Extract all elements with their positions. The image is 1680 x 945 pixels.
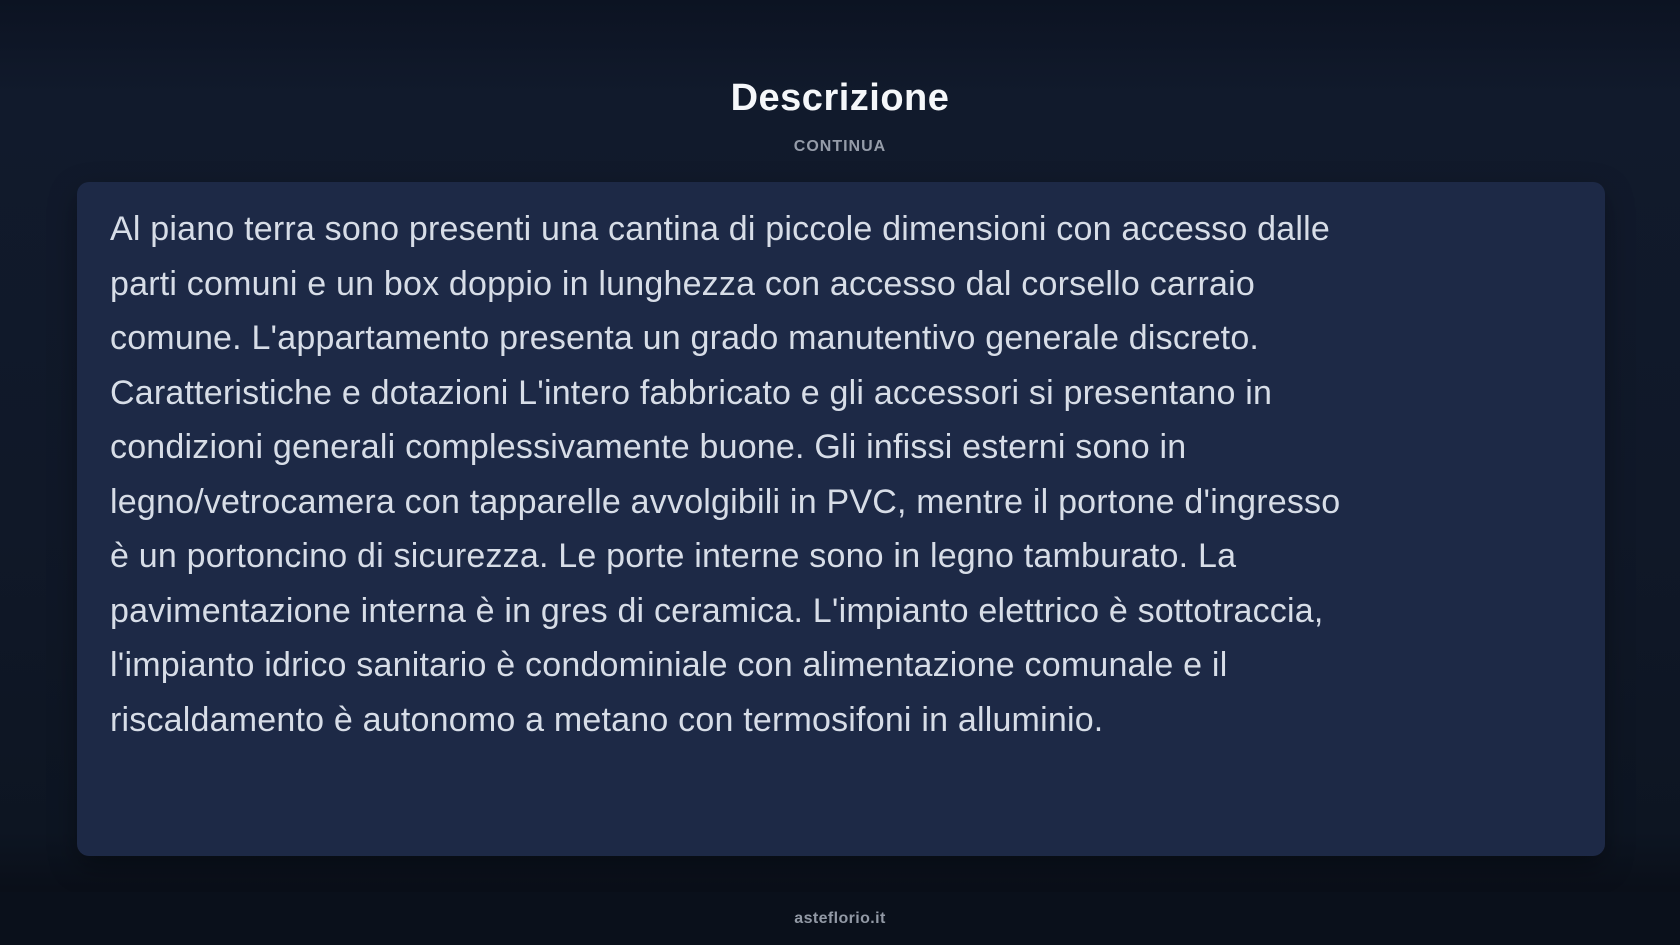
description-line: condizioni generali complessivamente buone. Gli infissi esterni sono in (110, 428, 1187, 466)
site-watermark: asteflorio.it (794, 909, 886, 927)
description-line: comune. L'appartamento presenta un grado manutentivo generale discreto. (110, 319, 1260, 357)
description-line: Caratteristiche e dotazioni L'intero fabbricato e gli accessori si presentano in (110, 373, 1273, 412)
description-line: pavimentazione interna è in gres di ceramica. L'impianto elettrico è sottotraccia, (110, 591, 1324, 630)
description-line: l'impianto idrico sanitario è condominiale con alimentazione comunale e il (110, 646, 1228, 684)
page-title: Descrizione (730, 77, 950, 119)
continue-button[interactable]: CONTINUA (793, 138, 887, 155)
footer-bar (0, 892, 1680, 945)
description-line: riscaldamento è autonomo a metano con termosifoni in alluminio. (110, 700, 1104, 739)
description-line: legno/vetrocamera con tapparelle avvolgibili in PVC, mentre il portone d'ingresso (110, 482, 1341, 521)
description-line: Al piano terra sono presenti una cantina di piccole dimensioni con accesso dalle (110, 210, 1330, 248)
description-line: parti comuni e un box doppio in lunghezza con accesso dal corsello carraio (110, 264, 1256, 303)
description-line: è un portoncino di sicurezza. Le porte interne sono in legno tamburato. La (110, 537, 1237, 575)
description-card (77, 182, 1605, 856)
